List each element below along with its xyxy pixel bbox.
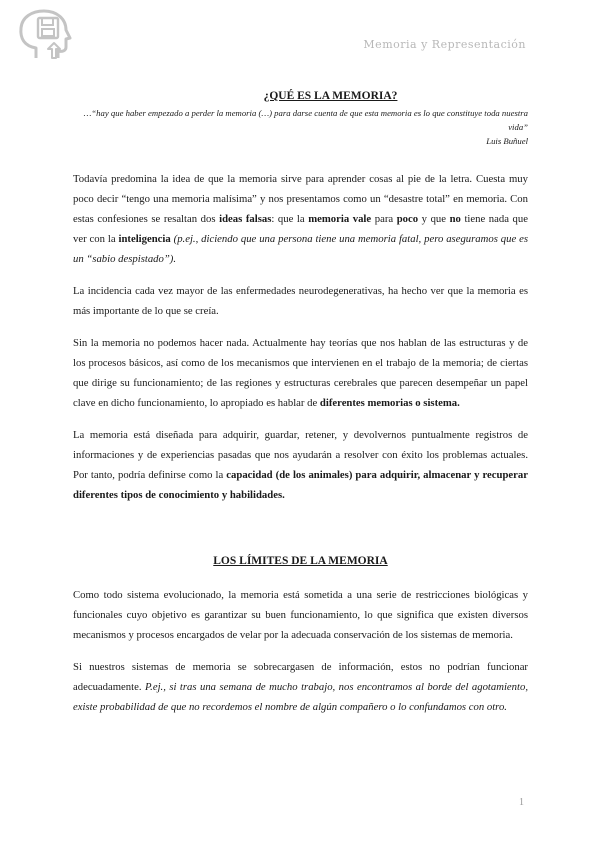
paragraph-sin-memoria: Sin la memoria no podemos hacer nada. Actualmente hay teorías que nos hablan de las estructuras y de los procesos básicos, así como de los mecanismos que intervienen en el trabajo de la memoria; de ciertas que dirige su funcionamiento; de las regiones y estructuras cerebrales que parecen desempeñar un papel clave en dicho funcionamiento, lo apropiado es hablar de diferentes memorias o sistema.: [73, 337, 528, 409]
section-title-que-es-la-memoria: ¿QUÉ ES LA MEMORIA?: [263, 90, 398, 102]
epigraph-quote: …“hay que haber empezado a perder la memoria (…) para darse cuenta de que esta memoria es lo que constituye toda nuestra vida”: [83, 108, 528, 132]
document-body: [73, 90, 528, 717]
paragraph-definicion: La memoria está diseñada para adquirir, guardar, retener, y devolvernos puntualmente registros de informaciones y de experiencias pasadas que nos ayudarán a resolver con éxito los problemas actuales. Por tanto, podría definirse como la capacidad (de los animales) para adquirir, almacenar y recuperar diferentes tipos de conocimiento y habilidades.: [73, 429, 528, 501]
page-number: 1: [519, 797, 524, 808]
paragraph-enfermedades: La incidencia cada vez mayor de las enfermedades neurodegenerativas, ha hecho ver que la memoria es más importante de lo que se creía.: [73, 285, 528, 317]
section-title-limites: LOS LÍMITES DE LA MEMORIA: [213, 555, 388, 567]
epigraph-author: Luis Buñuel: [486, 136, 528, 146]
paragraph-sobrecarga: Si nuestros sistemas de memoria se sobrecargasen de información, estos no podrían funcionar adecuadamente. P.ej., si tras una semana de mucho trabajo, nos encontramos al borde del agotamiento, existe probabilidad de que no recordemos el nombre de algún compañero o lo confundamos con otro.: [73, 661, 528, 713]
paragraph-ideas-falsas: Todavía predomina la idea de que la memoria sirve para aprender cosas al pie de la letra. Cuesta muy poco decir “tengo una memoria malísima” y nos presentamos como un “desastre total” en memoria. Con estas confesiones se resaltan dos ideas falsas: que la memoria vale para poco y que no tiene nada que ver con la inteligencia (p.ej., diciendo que una persona tiene una memoria fatal, pero aseguramos que es un “sabio despistado”).: [73, 173, 528, 265]
header-title: Memoria y Representación: [363, 38, 526, 51]
paragraph-restricciones: Como todo sistema evolucionado, la memoria está sometida a una serie de restricciones biológicas y funcionales cuyo objetivo es garantizar su buen funcionamiento, lo que significa que existen diversos mecanismos y procesos encargados de velar por la adecuada conservación de los sistemas de memoria.: [73, 589, 528, 641]
head-logo-icon: [14, 8, 78, 62]
